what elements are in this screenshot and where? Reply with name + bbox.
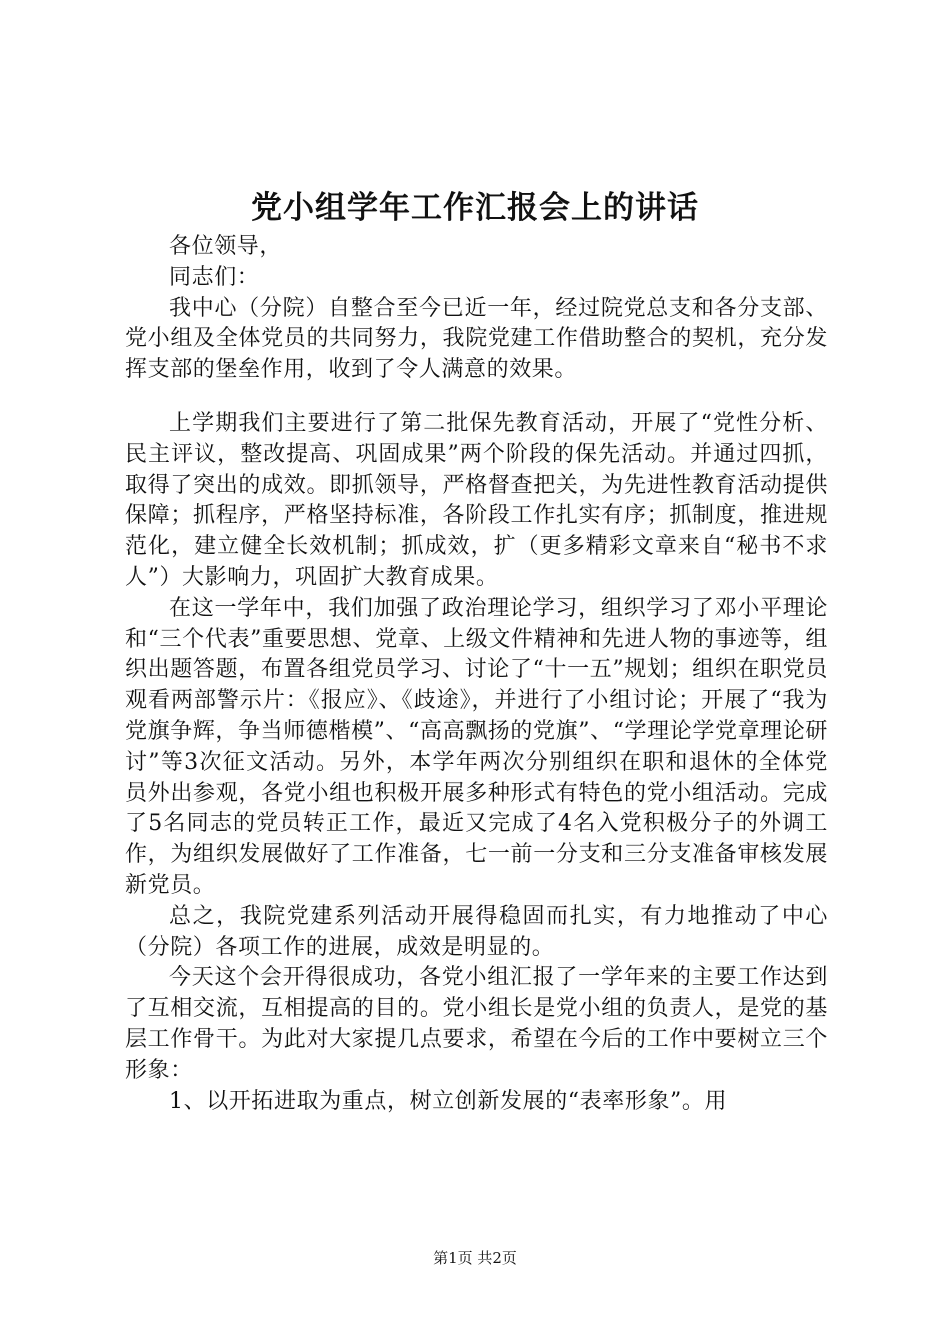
document-title: 党小组学年工作汇报会上的讲话 (251, 190, 699, 226)
paragraph-last-semester: 上学期我们主要进行了第二批保先教育活动，开展了“党性分析、民主评议，整改提高、巩固成果”两个阶段的保先活动。并通过四抓，取得了突出的成效。即抓领导，严格督查把关，为先进性教育活动提供保障；抓程序，严格坚持标准，各阶段工作扎实有序；抓制度，推进规范化，建立健全长效机制；抓成效，扩（更多精彩文章来自“秘书不求人”）大影响力，巩固扩大教育成果。 (125, 410, 828, 590)
page-indicator: 第1页 共2页 (433, 1249, 517, 1267)
salutation-leaders: 各位领导， (169, 234, 283, 259)
paragraph-this-year: 在这一学年中，我们加强了政治理论学习，组织学习了邓小平理论和“三个代表”重要思想、党章、上级文件精神和先进人物的事迹等，组织出题答题，布置各组党员学习、讨论了“十一五”规划；组织在职党员观看两部警示片：《报应》、《歧途》，并进行了小组讨论；开展了“我为党旗争辉，争当师德楷模”、“高高飘扬的党旗”、“学理论学党章理论研讨”等3次征文活动。另外，本学年两次分别组织在职和退休的全体党员外出参观，各党小组也积极开展多种形式有特色的党小组活动。完成了5名同志的党员转正工作，最近又完成了4名入党积极分子的外调工作，为组织发展做好了工作准备，七一前一分支和三分支准备审核发展新党员。 (125, 595, 828, 898)
paragraph-summary: 总之，我院党建系列活动开展得稳固而扎实，有力地推动了中心（分院）各项工作的进展，成效是明显的。 (125, 903, 828, 960)
salutation-comrades: 同志们： (169, 264, 260, 290)
document-body (125, 232, 828, 1117)
paragraph-today: 今天这个会开得很成功，各党小组汇报了一学年来的主要工作达到了互相交流，互相提高的目的。党小组长是党小组的负责人，是党的基层工作骨干。为此对大家提几点要求，希望在今后的工作中要树立三个形象： (125, 965, 828, 1083)
paragraph-point-1: 1、以开拓进取为重点，树立创新发展的“表率形象”。用 (169, 1088, 728, 1114)
paragraph-intro: 我中心（分院）自整合至今已近一年，经过院党总支和各分支部、党小组及全体党员的共同努力，我院党建工作借助整合的契机，充分发挥支部的堡垒作用，收到了令人满意的效果。 (125, 295, 828, 383)
